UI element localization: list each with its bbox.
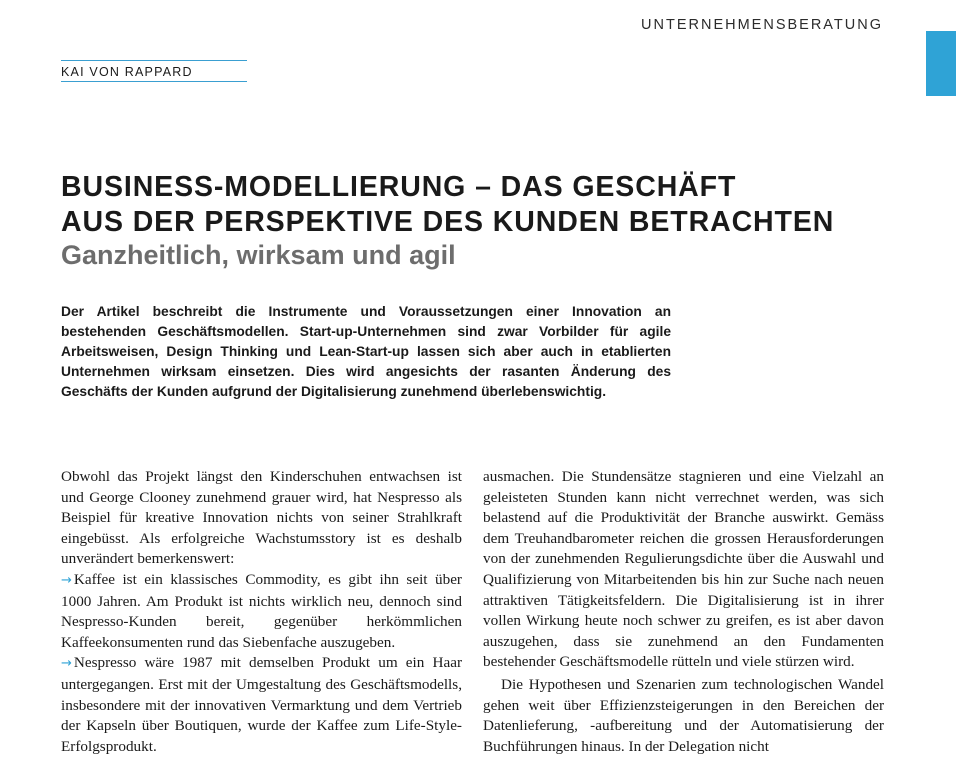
title-line-1: BUSINESS-MODELLIERUNG – DAS GESCHÄFT — [61, 171, 737, 203]
title-line-2: AUS DER PERSPEKTIVE DES KUNDEN BETRACHTEN — [61, 206, 835, 238]
body-column-right — [483, 467, 884, 757]
author-name: KAI VON RAPPARD — [61, 65, 193, 79]
arrow-right-icon: → — [61, 572, 72, 588]
body-paragraph-2: Die Hypothesen und Szenarien zum technologischen Wandel gehen weit über Effizienzsteigerungen in den Bereichen der Datenlieferung, -aufbereitung und der Automatisierung der Buchführungen hinaus. In der Delegation nicht — [483, 675, 884, 755]
article-title — [61, 170, 941, 240]
article-subtitle: Ganzheitlich, wirksam und agil — [61, 240, 456, 270]
body-column-left — [61, 467, 462, 757]
section-label: UNTERNEHMENSBERATUNG — [641, 17, 883, 33]
arrow-right-icon: → — [61, 656, 72, 672]
bullet-item-1-text: Kaffee ist ein klassisches Commodity, es gibt ihn seit über 1000 Jahren. Am Produkt ist nichts wirklich neu, dennoch sind Nespresso-Kunden bereit, gegenüber herkömmlichen Kaffeekonsumenten rund das Siebenfache auszugeben. — [61, 570, 462, 651]
bullet-item-2 — [61, 653, 462, 757]
bullet-item-1 — [61, 570, 462, 653]
article-lead: Der Artikel beschreibt die Instrumente und Voraussetzungen einer Innovation an bestehenden Geschäftsmodellen. Start-up-Unternehmen sind zwar Vorbilder für agile Arbeitsweisen, Design Thinking und Lean-Start-up lassen sich aber auch in etablierten Unternehmen wirksam einsetzen. Dies wird angesichts der rasanten Änderung des Geschäfts der Kunden aufgrund der Digitalisierung zunehmend überlebenswichtig. — [61, 304, 671, 400]
author-byline — [61, 60, 247, 82]
bullet-item-2-text: Nespresso wäre 1987 mit demselben Produkt um ein Haar untergegangen. Erst mit der Umgestaltung des Geschäftsmodells, insbesondere mit der innovativen Vermarktung und dem Vertrieb der Kapseln über Boutiquen, wurde der Kaffee zum Life-Style-Erfolgsprodukt. — [61, 654, 462, 755]
section-accent-tab — [926, 31, 956, 96]
intro-paragraph: Obwohl das Projekt längst den Kinderschuhen entwachsen ist und George Clooney zunehmend grauer wird, hat Nespresso als Beispiel für kreative Innovation nichts von seiner Strahlkraft eingebüsst. Als erfolgreiche Wachstumsstory ist es deshalb unverändert bemerkenswert: — [61, 468, 462, 568]
body-paragraph-1: ausmachen. Die Stundensätze stagnieren und eine Vielzahl an geleisteten Stunden kann nicht verrechnet werden, was sich belastend auf die Produktivität der Branche auswirkt. Gemäss dem Treuhandbarometer reichen die grossen Herausforderungen von der zunehmenden Regulierungsdichte über die Auswahl und Qualifizierung von Mitarbeitenden bis hin zur Suche nach neuen attraktiven Tätigkeitsfeldern. Die Digitalisierung ist in ihrer vollen Wirkung heute noch schwer zu greifen, es ist aber davon auszugehen, dass sie zunehmend an den Fundamenten bestehender Geschäftsmodelle rütteln und viele stürzen wird. — [483, 468, 884, 671]
